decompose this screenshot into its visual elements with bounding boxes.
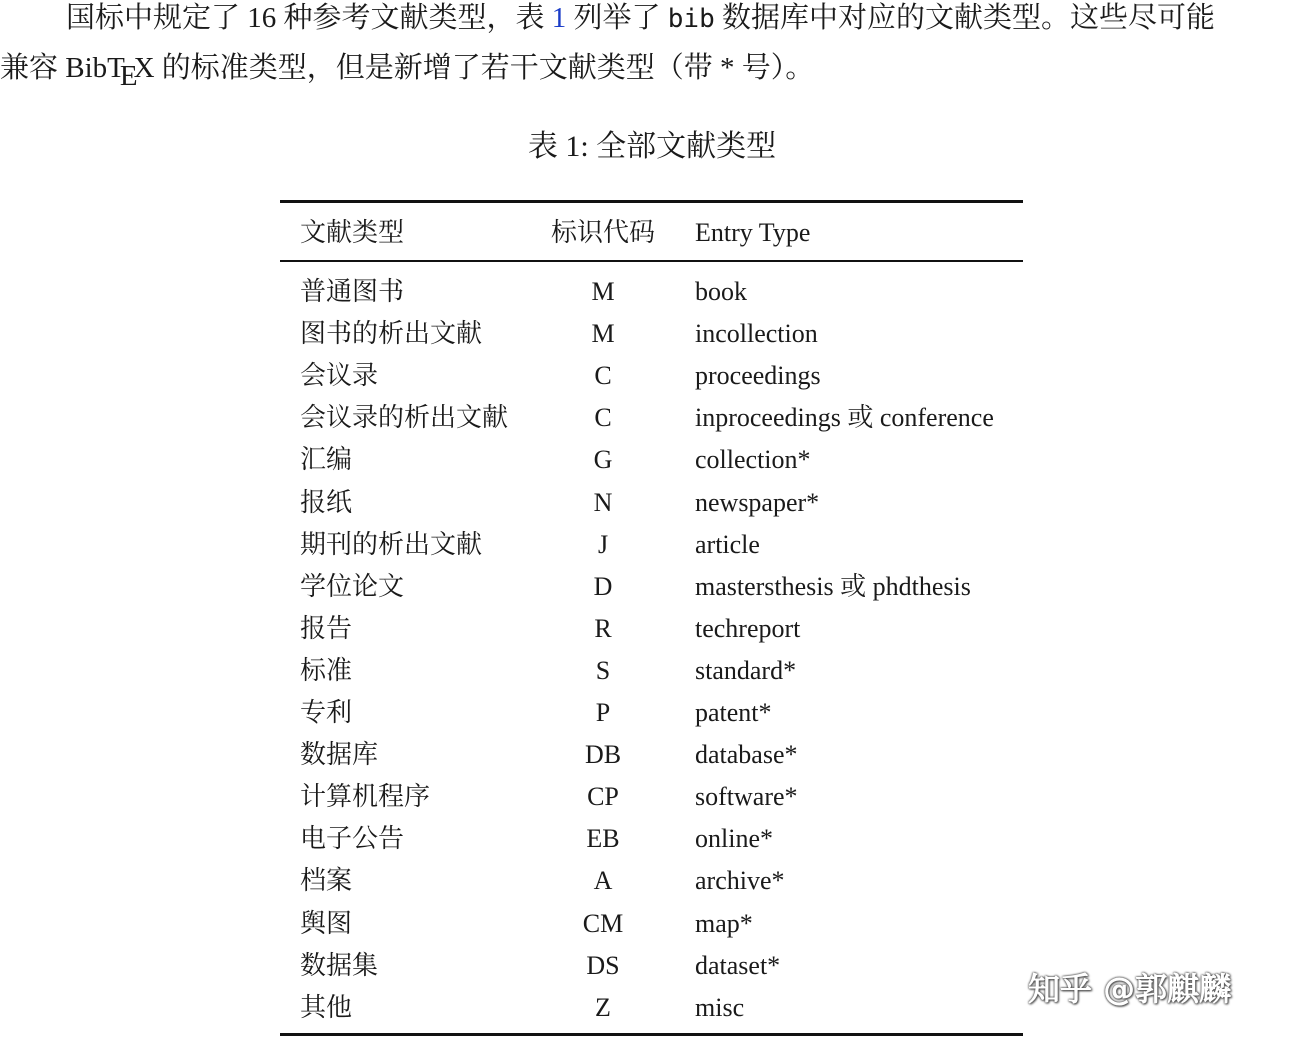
cell-entry-type: online* <box>695 824 773 854</box>
cell-entry-type: dataset* <box>695 950 781 980</box>
table-row <box>280 776 1023 818</box>
cell-entry-type: mastersthesis 或 phdthesis <box>695 571 971 601</box>
intro-text: X 的标准类型，但是新增了若干文献类型（带 * 号）。 <box>133 52 815 84</box>
intro-text: 数据库中对应的文献类型。这些尽可能 <box>714 2 1216 34</box>
cell-code: Z <box>595 992 611 1022</box>
cell-code: N <box>593 487 613 517</box>
table-reference-link[interactable]: 1 <box>551 2 567 34</box>
table-header-row <box>280 212 1023 254</box>
table-row <box>280 860 1023 902</box>
cell-entry-type: techreport <box>695 613 801 643</box>
cell-type: 专利 <box>300 698 353 727</box>
cell-entry-type: software* <box>695 782 798 812</box>
table-caption: 表 1: 全部文献类型 <box>527 130 777 163</box>
cell-type: 会议录 <box>300 361 379 391</box>
table-row <box>280 313 1023 355</box>
cell-entry-type: collection* <box>695 445 811 475</box>
cell-type: 普通图书 <box>300 277 405 306</box>
cell-code: S <box>595 655 611 685</box>
cell-code: EB <box>586 824 620 854</box>
cell-entry-type: inproceedings 或 conference <box>695 403 994 433</box>
intro-text: 兼容 BibT <box>0 52 125 84</box>
table-row <box>280 818 1023 860</box>
cell-type: 计算机程序 <box>300 782 431 812</box>
cell-entry-type: database* <box>695 740 798 770</box>
cell-entry-type: archive* <box>695 866 785 896</box>
cell-code: P <box>595 698 611 727</box>
cell-entry-type: map* <box>695 908 753 938</box>
cell-entry-type: misc <box>695 992 745 1022</box>
cell-type: 汇编 <box>300 445 353 475</box>
cell-entry-type: article <box>695 529 760 559</box>
intro-paragraph-line-1 <box>0 0 1304 44</box>
table-row <box>280 903 1023 945</box>
cell-entry-type: proceedings <box>695 361 821 391</box>
cell-code: CM <box>582 908 624 938</box>
table-row <box>280 987 1023 1029</box>
bib-code: bib <box>667 4 715 34</box>
header-type: 文献类型 <box>300 218 405 247</box>
intro-paragraph-line-2 <box>0 43 1304 93</box>
cell-type: 报纸 <box>300 487 353 517</box>
bibtex-logo-e: E <box>119 60 138 92</box>
header-code: 标识代码 <box>550 218 655 247</box>
cell-type: 报告 <box>300 613 353 643</box>
cell-code: A <box>593 866 613 896</box>
cell-entry-type: patent* <box>695 698 772 727</box>
table-row <box>280 482 1023 524</box>
table-row <box>280 271 1023 313</box>
intro-text: 列举了 <box>566 2 668 34</box>
cell-code: R <box>594 613 612 643</box>
table-row <box>280 945 1023 987</box>
intro-text: 国标中规定了 16 种参考文献类型，表 <box>66 2 552 34</box>
table-row <box>280 692 1023 734</box>
cell-code: DB <box>584 740 622 770</box>
cell-type: 档案 <box>300 866 353 896</box>
cell-entry-type: standard* <box>695 655 797 685</box>
cell-code: M <box>591 319 615 349</box>
table-row <box>280 566 1023 608</box>
table-row <box>280 397 1023 439</box>
table-header-rule <box>280 260 1023 262</box>
table-row <box>280 524 1023 566</box>
table-bottom-rule <box>280 1033 1023 1036</box>
cell-code: D <box>593 571 613 601</box>
cell-code: DS <box>586 950 620 980</box>
cell-entry-type: book <box>695 277 747 306</box>
cell-entry-type: incollection <box>695 319 818 349</box>
cell-type: 会议录的析出文献 <box>300 403 509 433</box>
table-top-rule <box>280 200 1023 203</box>
zhihu-watermark: 知乎 @郭麒麟 <box>1028 970 1232 1008</box>
table-row <box>280 355 1023 397</box>
cell-code: J <box>597 529 609 559</box>
cell-type: 标准 <box>300 655 353 685</box>
cell-entry-type: newspaper* <box>695 487 820 517</box>
cell-code: CP <box>587 782 619 812</box>
cell-type: 图书的析出文献 <box>300 319 483 349</box>
cell-code: C <box>594 361 612 391</box>
cell-code: G <box>593 445 613 475</box>
header-entry-type: Entry Type <box>695 218 811 247</box>
cell-type: 期刊的析出文献 <box>300 529 483 559</box>
table-row <box>280 734 1023 776</box>
cell-type: 数据集 <box>300 950 379 980</box>
cell-type: 其他 <box>300 992 353 1022</box>
cell-type: 学位论文 <box>300 571 405 601</box>
cell-type: 数据库 <box>300 740 379 770</box>
table-row <box>280 608 1023 650</box>
table-row <box>280 439 1023 481</box>
cell-code: C <box>594 403 612 433</box>
cell-type: 舆图 <box>300 908 353 938</box>
cell-type: 电子公告 <box>300 824 405 854</box>
table-row <box>280 650 1023 692</box>
cell-code: M <box>591 277 615 306</box>
